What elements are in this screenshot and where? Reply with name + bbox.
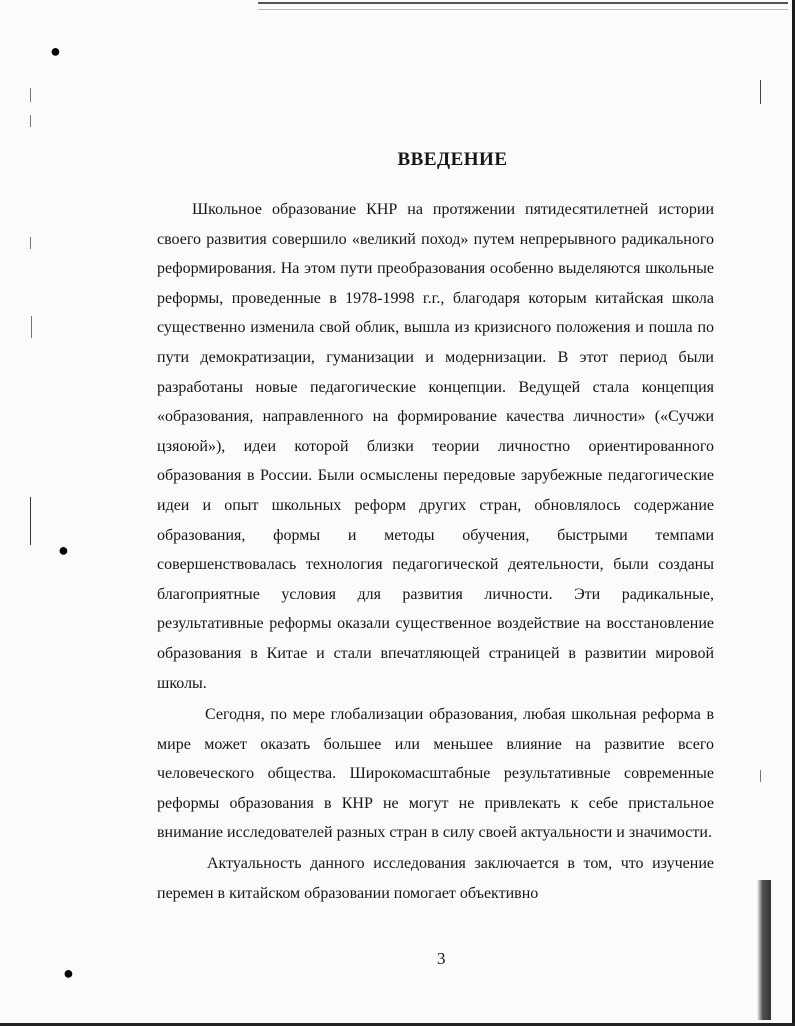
page-title: ВВЕДЕНИЕ (397, 148, 508, 170)
scan-mark (760, 770, 761, 782)
scan-top-edge (258, 2, 788, 4)
paragraph: Актуальность данного исследования заключается в том, что изучение перемен в китайском образовании помогает объективно (157, 855, 714, 902)
scan-mark (30, 497, 31, 545)
punch-hole-icon: ● (58, 540, 69, 560)
paragraph: Сегодня, по мере глобализации образования, любая школьная реформа в мире может оказать большее или меньшее влияние на развитие всего человеческого общества. Широкомасштабные результативные современные реформы образования в КНР не могут не привлекать к себе пристальное внимание исследователей разных стран в силу своей актуальности и значимости. (157, 706, 714, 842)
punch-hole-icon: ● (50, 41, 61, 61)
scan-mark (760, 80, 761, 104)
page-number: 3 (437, 949, 446, 968)
paragraph: Школьное образование КНР на протяжении пятидесятилетней истории своего развития совершило «великий поход» путем непрерывного радикального реформирования. На этом пути преобразования особенно выделяются школьные реформы, проведенные в 1978-1998 г.г., благодаря которым китайская школа существенно изменила свой облик, вышла из кризисного положения и пошла по пути демократизации, гуманизации и модернизации. В этот период были разработаны новые педагогические концепции. Ведущей стала концепция «образования, направленного на формирование качества личности» («Сучжи цзяоюй»), идеи которой близки теории личностно ориентированного образования в России. Были осмыслены передовые зарубежные педагогические идеи и опыт школьных реформ других стран, обновлялось содержание образования, формы и методы обучения, быстрыми темпами совершенствовалась технология педагогической деятельности, были созданы благоприятные условия для развития личности. Эти радикальные, результативные реформы оказали существенное воздействие на восстановление образования в Китае и стали впечатляющей страницей в развитии мировой школы. (157, 201, 714, 692)
scan-mark (31, 316, 32, 338)
document-body (157, 195, 714, 908)
scan-mark (30, 115, 31, 127)
scan-mark (30, 88, 31, 102)
punch-hole-icon: ● (63, 963, 74, 983)
scan-mark (30, 237, 31, 249)
scan-top-edge-faint (258, 9, 788, 10)
scan-shadow (757, 880, 771, 1020)
